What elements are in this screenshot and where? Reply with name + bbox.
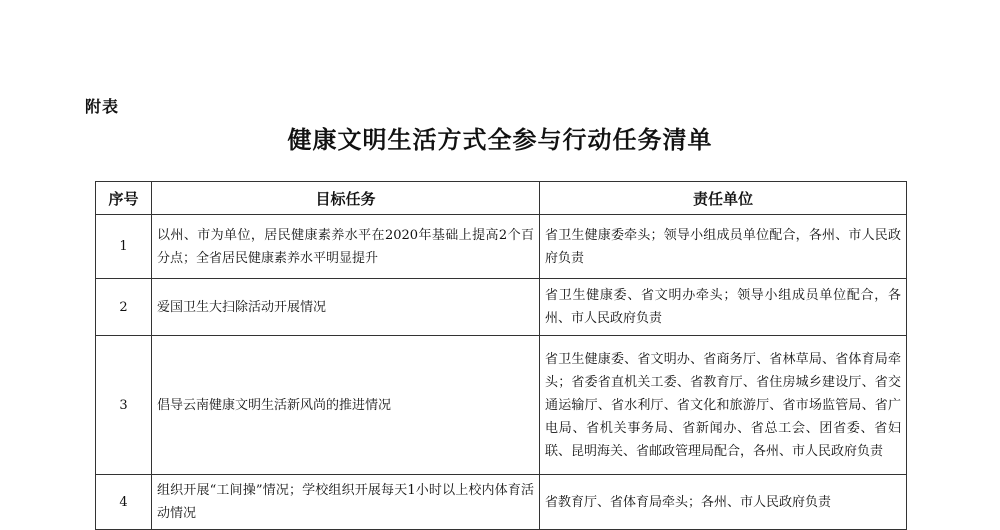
table-row <box>96 279 907 336</box>
table-row <box>96 475 907 530</box>
table-header-row <box>96 182 907 215</box>
appendix-label: 附表 <box>85 97 120 116</box>
document-title: 健康文明生活方式全参与行动任务清单 <box>287 125 713 154</box>
header-responsible-unit: 责任单位 <box>540 182 907 215</box>
row-serial-number: 2 <box>96 279 152 336</box>
row-responsible-unit: 省卫生健康委牵头；领导小组成员单位配合，各州、市人民政府负责 <box>540 215 907 279</box>
table-row <box>96 215 907 279</box>
row-target-task: 倡导云南健康文明生活新风尚的推进情况 <box>152 336 540 475</box>
row-serial-number: 4 <box>96 475 152 530</box>
row-target-task: 爱国卫生大扫除活动开展情况 <box>152 279 540 336</box>
row-serial-number: 1 <box>96 215 152 279</box>
row-responsible-unit: 省卫生健康委、省文明办牵头；领导小组成员单位配合，各州、市人民政府负责 <box>540 279 907 336</box>
task-table <box>95 181 907 530</box>
row-target-task: 组织开展“工间操”情况；学校组织开展每天1小时以上校内体育活动情况 <box>152 475 540 530</box>
row-responsible-unit: 省教育厅、省体育局牵头；各州、市人民政府负责 <box>540 475 907 530</box>
row-serial-number: 3 <box>96 336 152 475</box>
table-row <box>96 336 907 475</box>
row-responsible-unit: 省卫生健康委、省文明办、省商务厅、省林草局、省体育局牵头；省委省直机关工委、省教育厅、省住房城乡建设厅、省交通运输厅、省水利厅、省文化和旅游厅、省市场监管局、省广电局、省机关事务局、省新闻办、省总工会、团省委、省妇联、昆明海关、省邮政管理局配合，各州、市人民政府负责 <box>540 336 907 475</box>
header-serial-number: 序号 <box>96 182 152 215</box>
row-target-task: 以州、市为单位，居民健康素养水平在2020年基础上提高2个百分点；全省居民健康素养水平明显提升 <box>152 215 540 279</box>
header-target-task: 目标任务 <box>152 182 540 215</box>
